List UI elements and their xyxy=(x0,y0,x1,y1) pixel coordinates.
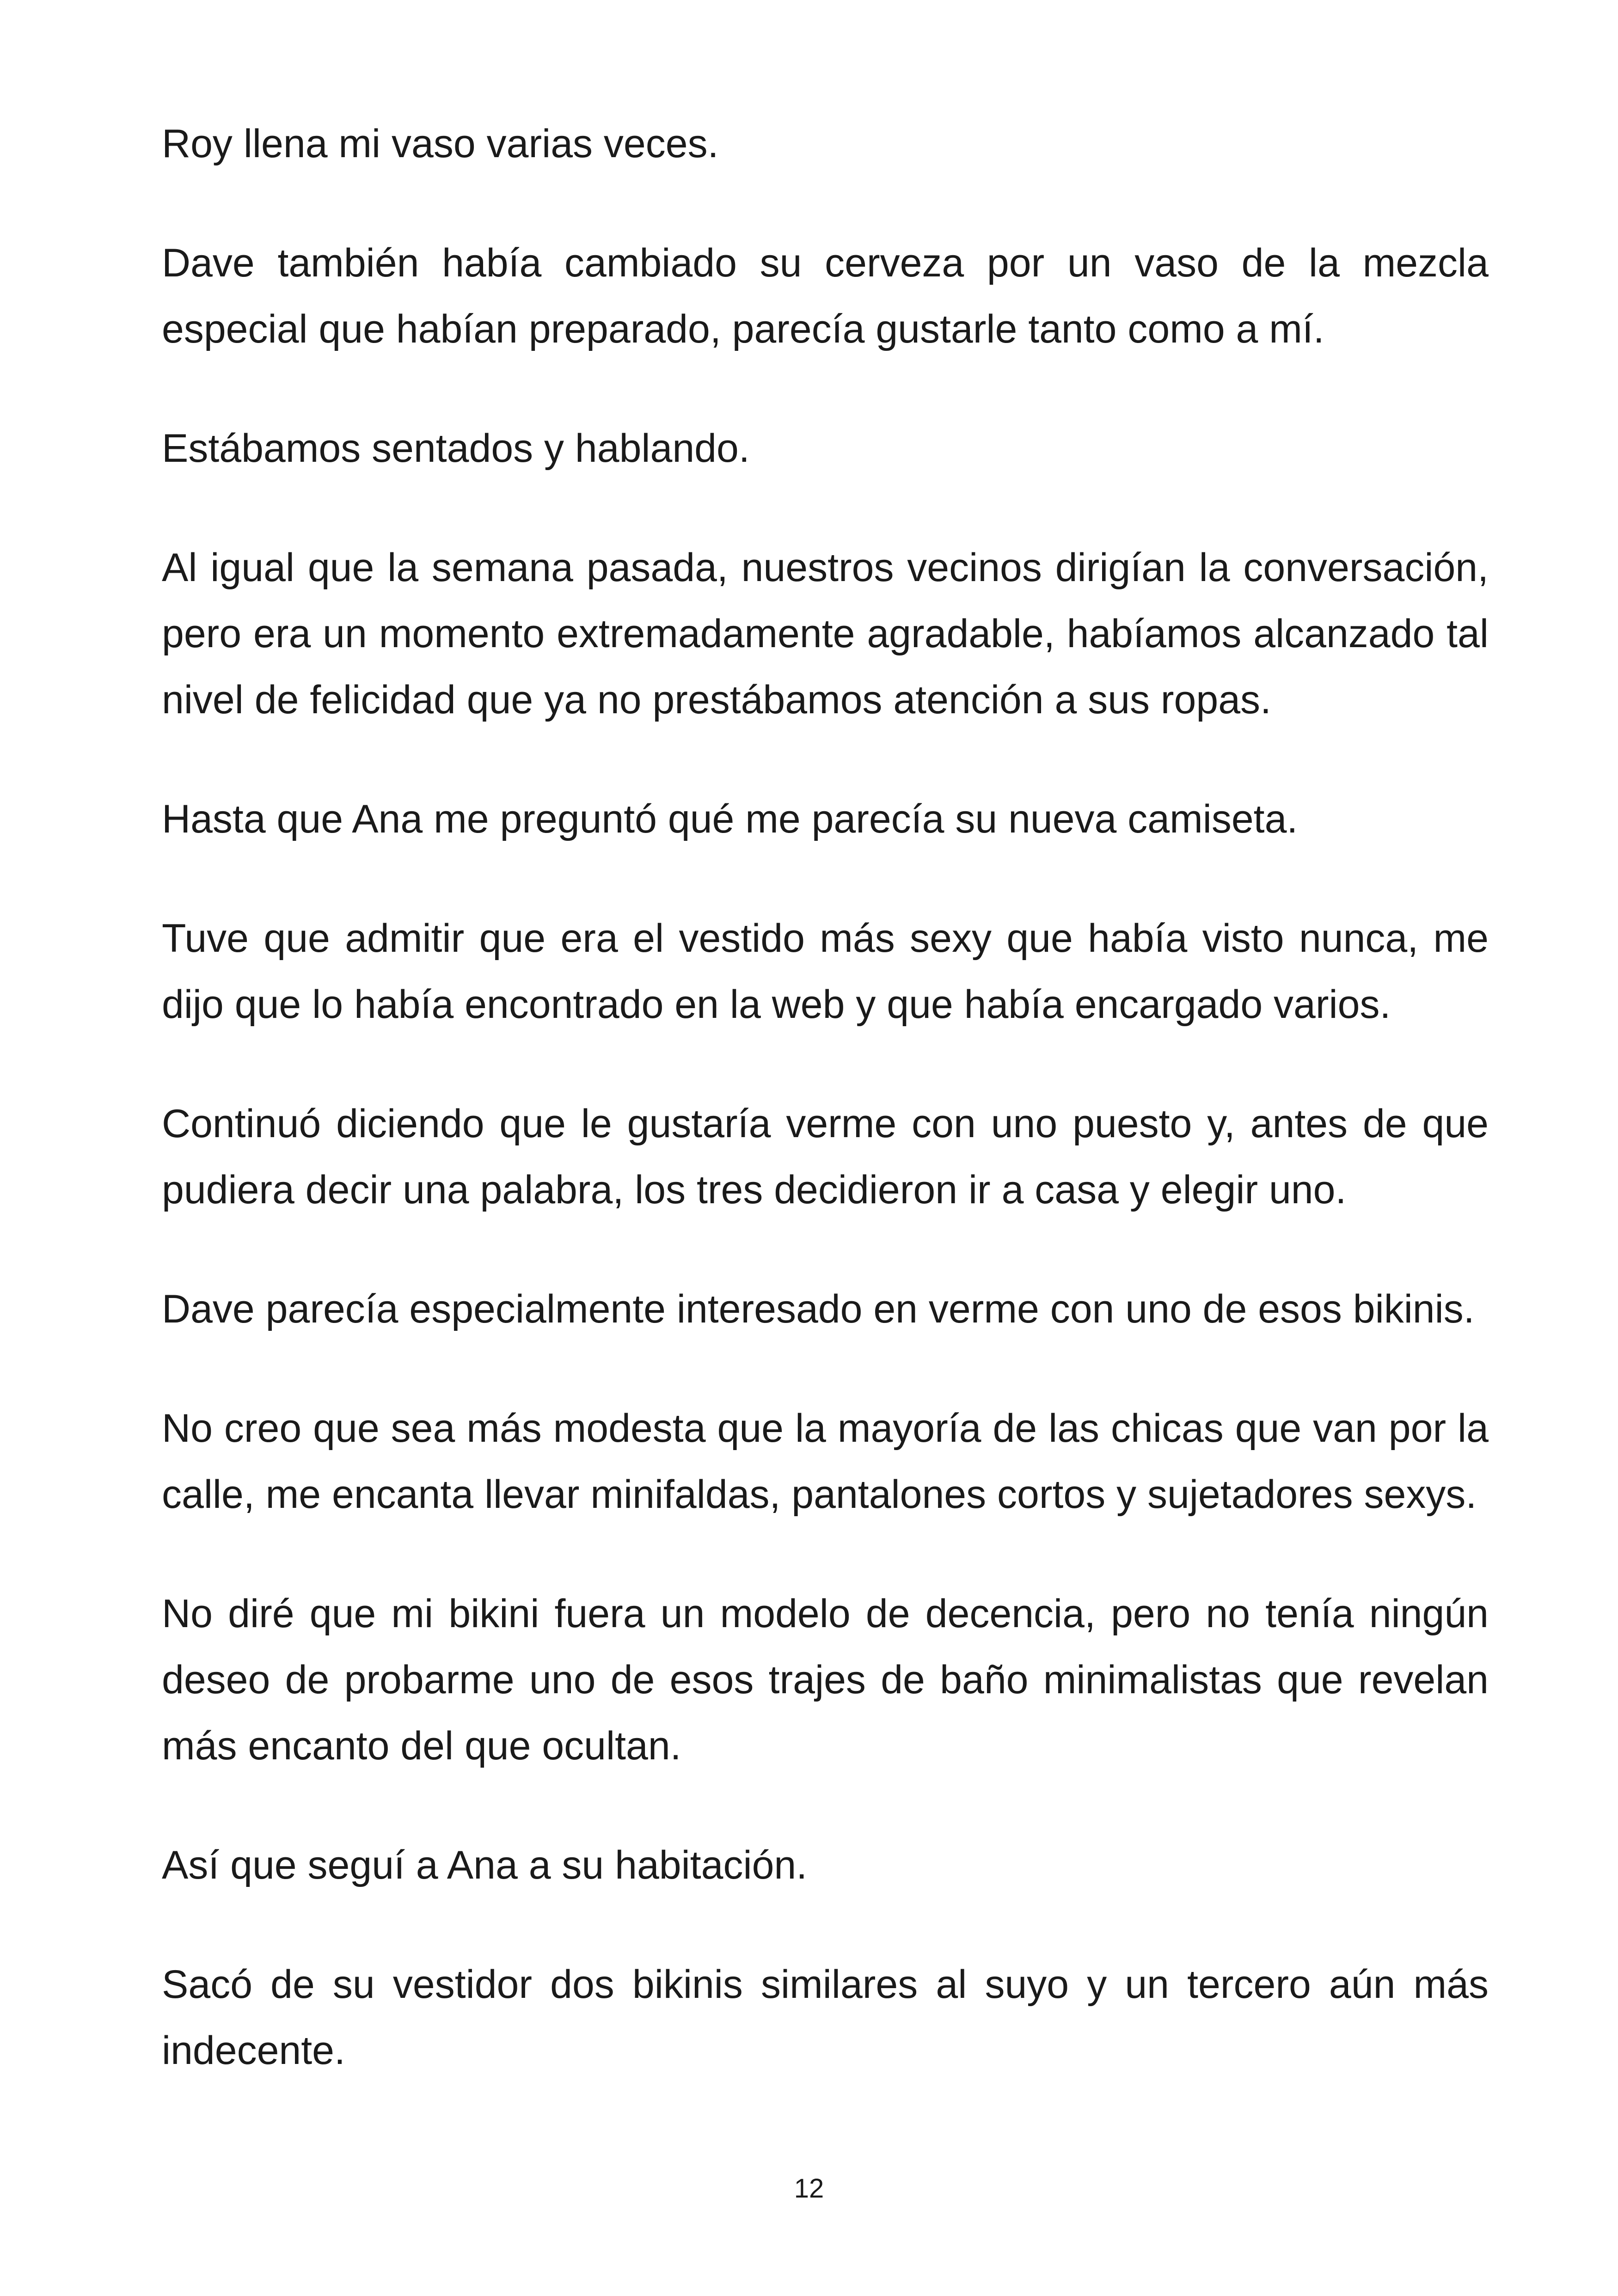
paragraph-10: No diré que mi bikini fuera un modelo de decencia, pero no tenía ningún deseo de probarme uno de esos trajes de baño minimalistas que revelan más encanto del que ocultan. xyxy=(162,1592,1489,1768)
paragraph-12: Sacó de su vestidor dos bikinis similares al suyo y un tercero aún más indecente. xyxy=(162,1962,1489,2073)
paragraph-8: Dave parecía especialmente interesado en verme con uno de esos bikinis. xyxy=(162,1287,1475,1331)
paragraph-3: Estábamos sentados y hablando. xyxy=(162,426,750,471)
paragraph-4: Al igual que la semana pasada, nuestros vecinos dirigían la conversación, pero era un momento extremadamente agradable, habíamos alcanzado tal nivel de felicidad que ya no prestábamos atención a sus ropas. xyxy=(162,545,1489,722)
page-number: 12 xyxy=(794,2174,824,2204)
paragraph-5: Hasta que Ana me preguntó qué me parecía su nueva camiseta. xyxy=(162,797,1298,841)
paragraph-11: Así que seguí a Ana a su habitación. xyxy=(162,1843,808,1887)
paragraph-1: Roy llena mi vaso varias veces. xyxy=(162,122,719,166)
paragraph-9: No creo que sea más modesta que la mayoría de las chicas que van por la calle, me encanta llevar minifaldas, pantalones cortos y sujetadores sexys. xyxy=(162,1406,1489,1517)
paragraph-2: Dave también había cambiado su cerveza por un vaso de la mezcla especial que habían preparado, parecía gustarle tanto como a mí. xyxy=(162,241,1489,351)
paragraph-6: Tuve que admitir que era el vestido más sexy que había visto nunca, me dijo que lo había encontrado en la web y que había encargado varios. xyxy=(162,916,1489,1027)
paragraph-7: Continuó diciendo que le gustaría verme con uno puesto y, antes de que pudiera decir una palabra, los tres decidieron ir a casa y elegir uno. xyxy=(162,1102,1489,1212)
page-body xyxy=(162,111,1489,2137)
